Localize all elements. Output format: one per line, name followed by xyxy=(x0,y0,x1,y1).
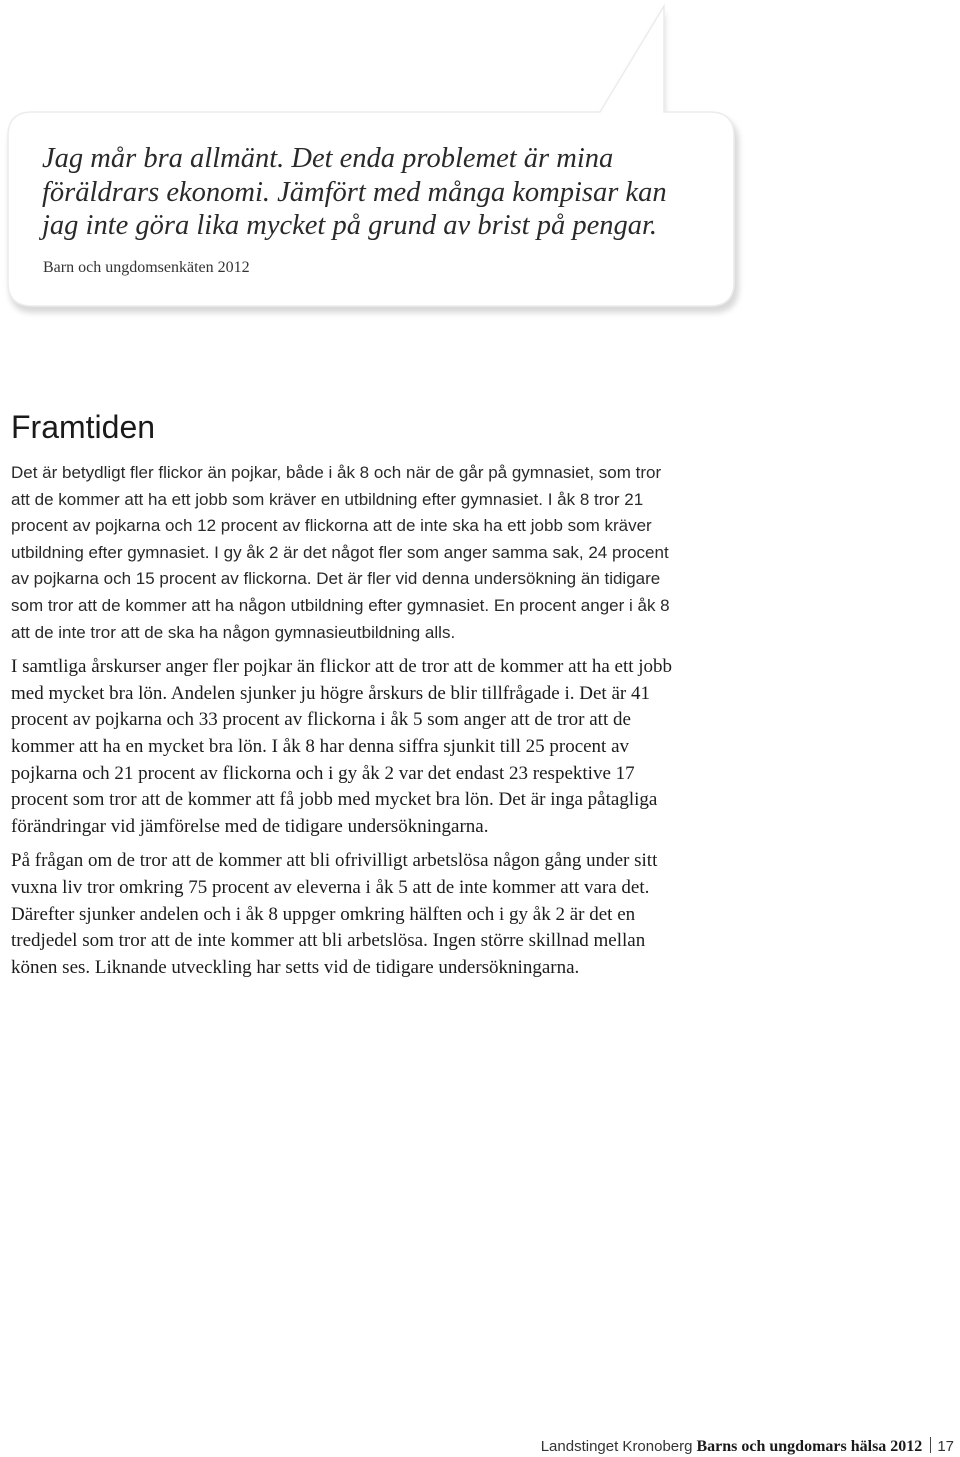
paragraph: I samtliga årskurser anger fler pojkar än flickor att de tror att de kommer att ha ett jobb med mycket bra lön. Andelen sjunker ju högre årskurs de blir tillfrågade i. Det är 41 procent av pojkarna och 33 procent av flickorna i åk 5 som anger att de tror att de kommer att ha en mycket bra lön. I åk 8 har denna siffra sjunkit till 25 procent av pojkarna och 21 procent av flickorna och i gy åk 2 var det endast 23 respektive 17 procent som tror att de kommer att få jobb med mycket bra lön. Det är inga påtagliga förändringar vid jämförelse med de tidigare undersökningarna. xyxy=(11,656,673,837)
footer-organization: Landstinget Kronoberg xyxy=(540,1438,693,1455)
quote-line: föräldrars ekonomi. Jämfört med många kompisar kan xyxy=(42,176,667,208)
section-body xyxy=(11,460,676,989)
quote-source: Barn och ungdomsenkäten 2012 xyxy=(43,259,250,276)
quote-line: jag inte göra lika mycket på grund av brist på pengar. xyxy=(42,210,658,241)
footer-publication-title: Barns och ungdomars hälsa 2012 xyxy=(696,1438,923,1455)
paragraph: Det är betydligt fler flickor än pojkar, både i åk 8 och när de går på gymnasiet, som tror att de kommer att ha ett jobb som kräver en utbildning efter gymnasiet. I åk 8 tror 21 procent av pojkarna och 12 procent av flickorna att de inte ska ha ett jobb som kräver utbildning efter gymnasiet. I gy åk 2 är det något fler som anger samma sak, 24 procent av pojkarna och 15 procent av flickorna. Det är fler vid denna undersökning än tidigare som tror att de kommer att ha någon utbildning efter gymnasiet. En procent anger i åk 8 att de inte tror att de ska ha någon gymnasieutbildning alls. xyxy=(11,463,670,642)
quote-line: Jag mår bra allmänt. Det enda problemet är mina xyxy=(42,143,614,174)
quote-text xyxy=(42,142,722,243)
section-heading: Framtiden xyxy=(11,409,156,445)
quote-callout xyxy=(0,0,760,330)
page-footer xyxy=(541,1437,954,1456)
footer-divider xyxy=(930,1437,931,1453)
page-number: 17 xyxy=(937,1438,954,1455)
paragraph: På frågan om de tror att de kommer att bli ofrivilligt arbetslösa någon gång under sitt vuxna liv tror omkring 75 procent av eleverna i åk 5 att de inte kommer att vara det. Därefter sjunker andelen och i åk 8 uppger omkring hälften och i gy åk 2 är det en tredjedel som tror att de inte kommer att bli arbetslösa. Ingen större skillnad mellan könen ses. Liknande utveckling har setts vid de tidigare undersökningarna. xyxy=(11,850,658,978)
